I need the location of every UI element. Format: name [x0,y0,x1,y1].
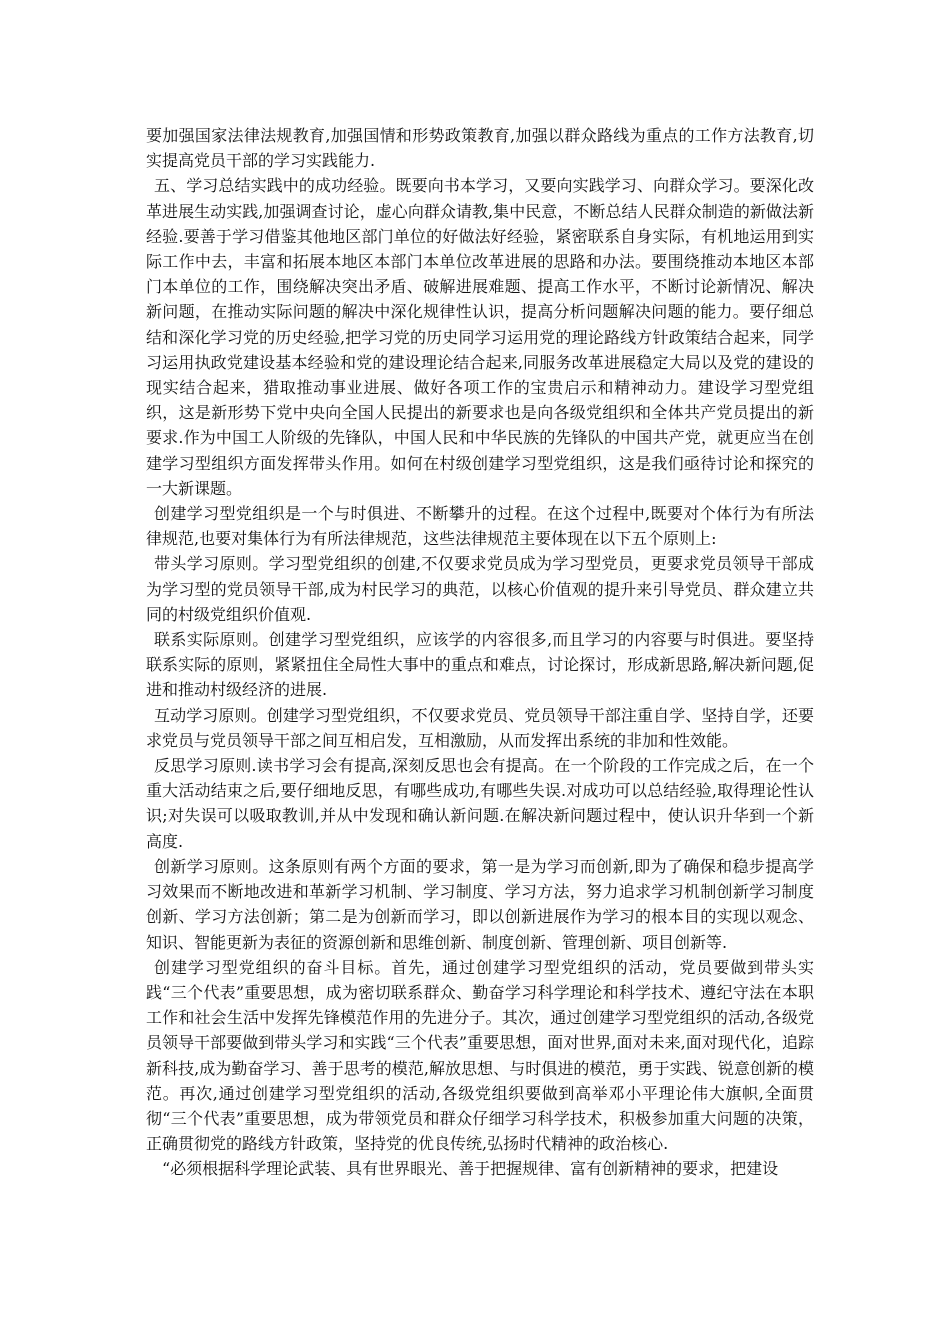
paragraph-5: 联系实际原则。创建学习型党组织，应该学的内容很多,而且学习的内容要与时俱进。要坚持联系实际的原则，紧紧扭住全局性大事中的重点和难点，讨论探讨，形成新思路,解决新问题,促进和推动村级经济的进展. [146,630,814,700]
paragraph-3: 创建学习型党组织是一个与时俱进、不断攀升的过程。在这个过程中,既要对个体行为有所法律规范,也要对集体行为有所法律规范，这些法律规范主要体现在以下五个原则上: [146,504,814,549]
paragraph-8: 创新学习原则。这条原则有两个方面的要求，第一是为学习而创新,即为了确保和稳步提高学习效果而不断地改进和革新学习机制、学习制度、学习方法，努力追求学习机制创新学习制度创新、学习方法创新；第二是为创新而学习，即以创新进展作为学习的根本目的实现以观念、知识、智能更新为表征的资源创新和思维创新、制度创新、管理创新、项目创新等. [146,856,814,952]
paragraph-10: “必须根据科学理论武装、具有世界眼光、善于把握规律、富有创新精神的要求，把建设 [162,1159,779,1179]
paragraph-2: 五、学习总结实践中的成功经验。既要向书本学习，又要向实践学习、向群众学习。要深化改革进展生动实践,加强调查讨论，虚心向群众请教,集中民意，不断总结人民群众制造的新做法新经验.要善于学习借鉴其他地区部门单位的好做法好经验，紧密联系自身实际，有机地运用到实际工作中去，丰富和拓展本地区本部门本单位改革进展的思路和办法。要围绕推动本地区本部门本单位的工作，围绕解决突出矛盾、破解进展难题、提高工作水平，不断讨论新情况、解决新问题，在推动实际问题的解决中深化规律性认识，提高分析问题解决问题的能力。要仔细总结和深化学习党的历史经验,把学习党的历史同学习运用党的理论路线方针政策结合起来，同学习运用执政党建设基本经验和党的建设理论结合起来,同服务改革进展稳定大局以及党的建设的现实结合起来，猎取推动事业进展、做好各项工作的宝贵启示和精神动力。建设学习型党组织，这是新形势下党中央向全国人民提出的新要求也是向各级党组织和全体共产党员提出的新要求.作为中国工人阶级的先锋队，中国人民和中华民族的先锋队的中国共产党，就更应当在创建学习型组织方面发挥带头作用。如何在村级创建学习型党组织，这是我们亟待讨论和探究的一大新课题。 [146,176,814,498]
paragraph-4: 带头学习原则。学习型党组织的创建,不仅要求党员成为学习型党员，更要求党员领导干部成为学习型的党员领导干部,成为村民学习的典范，以核心价值观的提升来引导党员、群众建立共同的村级党组织价值观. [146,554,814,624]
document-body [146,123,814,1182]
paragraph-6: 互动学习原则。创建学习型党组织，不仅要求党员、党员领导干部注重自学、坚持自学，还要求党员与党员领导干部之间互相启发，互相激励，从而发挥出系统的非加和性效能。 [146,705,814,750]
paragraph-1: 要加强国家法律法规教育,加强国情和形势政策教育,加强以群众路线为重点的工作方法教育,切实提高党员干部的学习实践能力. [146,126,814,171]
paragraph-9: 创建学习型党组织的奋斗目标。首先，通过创建学习型党组织的活动，党员要做到带头实践“三个代表”重要思想，成为密切联系群众、勤奋学习科学理论和科学技术、遵纪守法在本职工作和社会生活中发挥先锋模范作用的先进分子。其次，通过创建学习型党组织的活动,各级党员领导干部要做到带头学习和实践“三个代表”重要思想，面对世界,面对未来,面对现代化，追踪新科技,成为勤奋学习、善于思考的模范,解放思想、与时俱进的模范，勇于实践、锐意创新的模范。再次,通过创建学习型党组织的活动,各级党组织要做到高举邓小平理论伟大旗帜,全面贯彻“三个代表”重要思想，成为带领党员和群众仔细学习科学技术，积极参加重大问题的决策，正确贯彻党的路线方针政策，坚持党的优良传统,弘扬时代精神的政治核心. [146,957,814,1154]
paragraph-7: 反思学习原则.读书学习会有提高,深刻反思也会有提高。在一个阶段的工作完成之后，在一个重大活动结束之后,要仔细地反思，有哪些成功,有哪些失误.对成功可以总结经验,取得理论性认识;对失误可以吸取教训,并从中发现和确认新问题.在解决新问题过程中，使认识升华到一个新高度. [146,756,814,851]
